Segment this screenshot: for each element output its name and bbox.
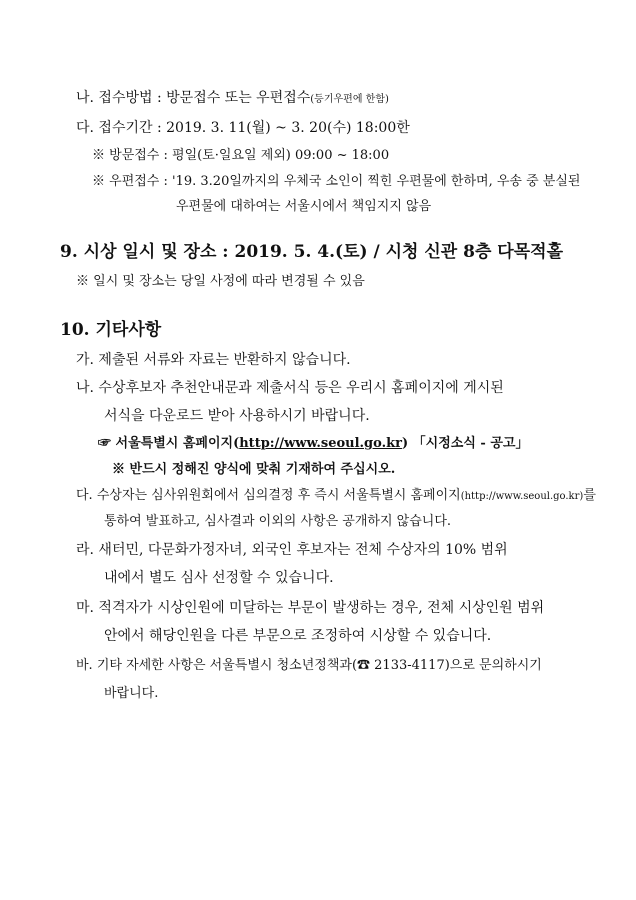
- item-da-url: (http://www.seoul.go.kr): [460, 491, 584, 502]
- item-ga: 가. 제출된 서류와 자료는 반환하지 않습니다.: [76, 352, 351, 368]
- item-ba-line-1: 바. 기타 자세한 사항은 서울특별시 청소년정책과(☎ 2133-4117)으로 문의하시기: [76, 658, 542, 673]
- item-da-line-2: 통하여 발표하고, 심사결과 이외의 사항은 공개하지 않습니다.: [104, 514, 452, 529]
- section-9-note: ※ 일시 및 장소는 당일 사정에 따라 변경될 수 있음: [76, 274, 365, 289]
- reception-method: [76, 88, 389, 110]
- item-na-line-2: 서식을 다운로드 받아 사용하시기 바랍니다.: [104, 408, 370, 424]
- reception-method-value: 방문접수 또는 우편접수: [166, 90, 311, 106]
- item-ra-line-2: 내에서 별도 심사 선정할 수 있습니다.: [104, 570, 334, 586]
- item-da-line-1: [76, 486, 596, 507]
- mail-reception-note-line-1: ※ 우편접수 : '19. 3.20일까지의 우체국 소인이 찍힌 우편물에 한하며, 우송 중 분실된: [92, 174, 581, 189]
- section-10-heading: 10. 기타사항: [60, 320, 162, 340]
- mail-reception-note-line-2: 우편물에 대하여는 서울시에서 책임지지 않음: [176, 199, 432, 214]
- reception-method-note: (등기우편에 한함): [310, 94, 389, 105]
- section-9-heading: 9. 시상 일시 및 장소 : 2019. 5. 4.(토) / 시청 신관 8층 다목적홀: [60, 242, 563, 262]
- homepage-prefix: ☞ 서울특별시 홈페이지(: [98, 436, 240, 451]
- item-da-text: 다. 수상자는 심사위원회에서 심의결정 후 즉시 서울특별시 홈페이지: [76, 488, 461, 503]
- reception-period: 다. 접수기간 : 2019. 3. 11(월) ~ 3. 20(수) 18:00한: [76, 120, 410, 136]
- homepage-line: [98, 434, 528, 454]
- homepage-link[interactable]: http://www.seoul.go.kr: [239, 436, 402, 451]
- form-note: ※ 반드시 정해진 양식에 맞춰 기재하여 주십시오.: [112, 462, 396, 477]
- item-na-line-1: 나. 수상후보자 추천안내문과 제출서식 등은 우리시 홈페이지에 게시된: [76, 380, 504, 396]
- item-ra-line-1: 라. 새터민, 다문화가정자녀, 외국인 후보자는 전체 수상자의 10% 범위: [76, 542, 508, 558]
- item-ma-line-1: 마. 적격자가 시상인원에 미달하는 부문이 발생하는 경우, 전체 시상인원 범위: [76, 600, 545, 616]
- reception-method-label: 나. 접수방법 :: [76, 90, 167, 106]
- item-da-tail: 를: [583, 488, 596, 503]
- visit-reception-note: ※ 방문접수 : 평일(토·일요일 제외) 09:00 ~ 18:00: [92, 148, 390, 163]
- homepage-suffix: ) 「시정소식 - 공고」: [401, 436, 529, 451]
- item-ma-line-2: 안에서 해당인원을 다른 부문으로 조정하여 시상할 수 있습니다.: [104, 628, 492, 644]
- item-ba-line-2: 바랍니다.: [104, 686, 159, 701]
